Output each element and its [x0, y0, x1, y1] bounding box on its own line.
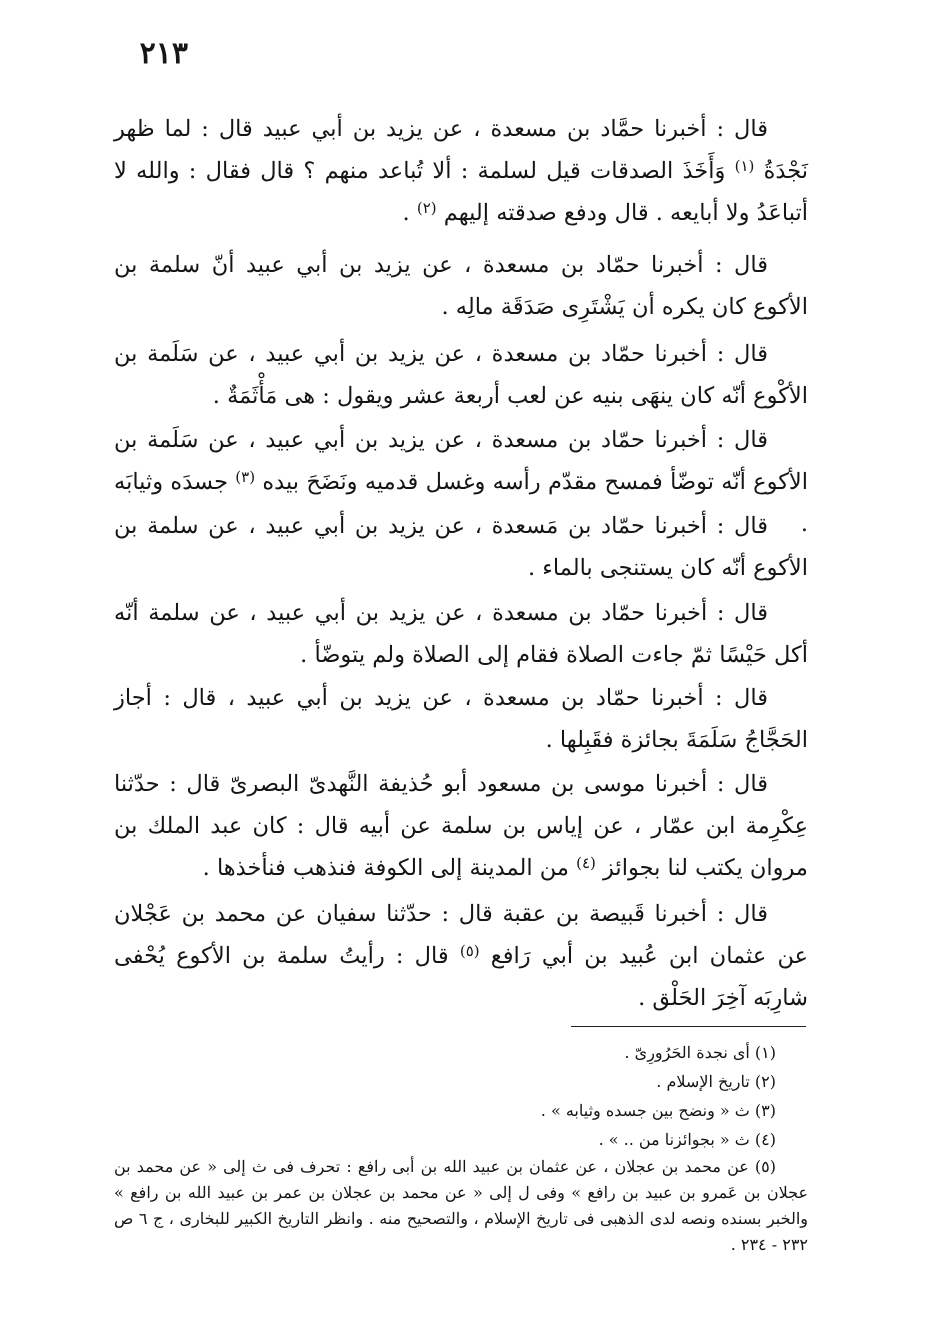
paragraph-6-text: قال : أخبرنا حمّاد بن مسعدة ، عن يزيد بن أبي عبيد ، عن سلمة أنّه أكل حَيْسًا ثمّ جاءت الصلاة فقام إلى الصلاة ولم يتوضّأ .: [114, 600, 808, 668]
paragraph-2-text: قال : أخبرنا حمّاد بن مسعدة ، عن يزيد بن أبي عبيد أنّ سلمة بن الأكوع كان يكره أن يَشْتَرِى صَدَقَة مالِه .: [114, 252, 808, 320]
main-text-block-6: [114, 592, 808, 676]
paragraph-1-text: قال : أخبرنا حمَّاد بن مسعدة ، عن يزيد بن أبي عبيد قال : لما ظهر نَجْدَةُ: [114, 116, 809, 184]
footnotes: [114, 1038, 808, 1258]
paragraph-3-text: قال : أخبرنا حمّاد بن مسعدة ، عن يزيد بن أبي عبيد ، عن سَلَمة بن الأكْوع أنّه كان ينهَى بنيه عن لعب أربعة عشر ويقول : هى مَأْثَمَةٌ .: [114, 341, 808, 409]
paragraph-7: [114, 677, 808, 761]
paragraph-4-text: قال : أخبرنا حمّاد بن مسعدة ، عن يزيد بن أبي عبيد ، عن سَلَمة بن الأكوع أنّه توضّأ فمسح مقدّم رأسه وغسل قدميه ونَضَحَ بيده: [114, 427, 808, 495]
footnote-ref-4: (٤): [576, 854, 596, 872]
paragraph-4-text-cont: جسدَه وثيابَه .: [114, 469, 808, 537]
page-number: ٢١٣: [139, 36, 188, 71]
footnote-ref-3: (٣): [235, 468, 256, 486]
paragraph-6: [114, 592, 808, 676]
paragraph-3: [114, 333, 808, 417]
paragraph-9-text-cont: قال : رأيتُ سلمة بن الأكوع يُحْفى شارِبَه آخِرَ الحَلْق .: [114, 943, 808, 1011]
paragraph-5-text: قال : أخبرنا حمّاد بن مَسعدة ، عن يزيد بن أبي عبيد ، عن سلمة بن الأكوع أنّه كان يستنجى بالماء .: [114, 513, 808, 581]
footnote-ref-1: (١): [734, 157, 755, 175]
paragraph-7-text: قال : أخبرنا حمّاد بن مسعدة ، عن يزيد بن أبي عبيد ، قال : أجاز الحَجَّاجُ سَلَمَةَ بجائزة فقَبِلها .: [114, 685, 808, 753]
main-text-block-3: [114, 333, 808, 417]
footnote-1: (١) أى نجدة الحَرُورِىّ .: [624, 1043, 776, 1062]
paragraph-1: [114, 108, 808, 234]
footnote-2: (٢) تاريخ الإسلام .: [656, 1072, 776, 1091]
paragraph-5: [114, 505, 808, 589]
footnote-4: (٤) ث « بجوائزنا من .. » .: [598, 1130, 776, 1149]
paragraph-2: [114, 244, 808, 328]
paragraph-9: [114, 893, 808, 1019]
footnote-5: (٥) عن محمد بن عجلان ، عن عثمان بن عبيد الله بن أبى رافع : تحرف فى ث إلى « عن محمد بن عجلان بن عَمرو بن عبيد بن رافع » وفى ل إلى « عن محمد بن عجلان بن عمر بن عبيد الله بن رافع » والخبر بسنده ونصه لدى الذهبى فى تاريخ الإسلام ، والتصحيح منه . وانظر التاريخ الكبير للبخارى ، ج ٦ ص ٢٣٢ - ٢٣٤ .: [114, 1157, 808, 1254]
footnote-divider: [571, 1026, 806, 1027]
paragraph-8: [114, 763, 808, 889]
paragraph-8-text: قال : أخبرنا موسى بن مسعود أبو حُذيفة النَّهدىّ البصرىّ قال : حدّثنا عِكْرِمة ابن عمّار ، عن إياس بن سلمة عن أبيه قال : كان عبد الملك بن مروان يكتب لنا بجوائز: [114, 771, 808, 881]
paragraph-1-text-cont: وَأَخَذَ الصدقات قيل لسلمة : ألا تُباعد منهم ؟ قال فقال : والله لا أتباعَدُ ولا أبايعه . قال ودفع صدقته إليهم: [114, 158, 808, 226]
footnote-ref-5: (٥): [459, 942, 480, 960]
main-text-block-9: [114, 893, 808, 1019]
paragraph-8-text-cont: من المدينة إلى الكوفة فنذهب فنأخذها .: [202, 855, 569, 881]
paragraph-9-text: قال : أخبرنا قَبيصة بن عقبة قال : حدّثنا سفيان عن محمد بن عَجْلان عن عثمان ابن عُبيد بن أبي رَافع: [114, 901, 809, 969]
paragraph-1-end: .: [402, 200, 410, 226]
footnote-ref-2: (٢): [416, 199, 437, 217]
main-text-block-5: [114, 505, 808, 589]
main-text-block-2: [114, 244, 808, 328]
footnote-3: (٣) ث « ونضح بين جسده وثيابه » .: [540, 1101, 776, 1120]
main-text: [114, 108, 808, 234]
main-text-block-8: [114, 763, 808, 889]
main-text-block-7: [114, 677, 808, 761]
